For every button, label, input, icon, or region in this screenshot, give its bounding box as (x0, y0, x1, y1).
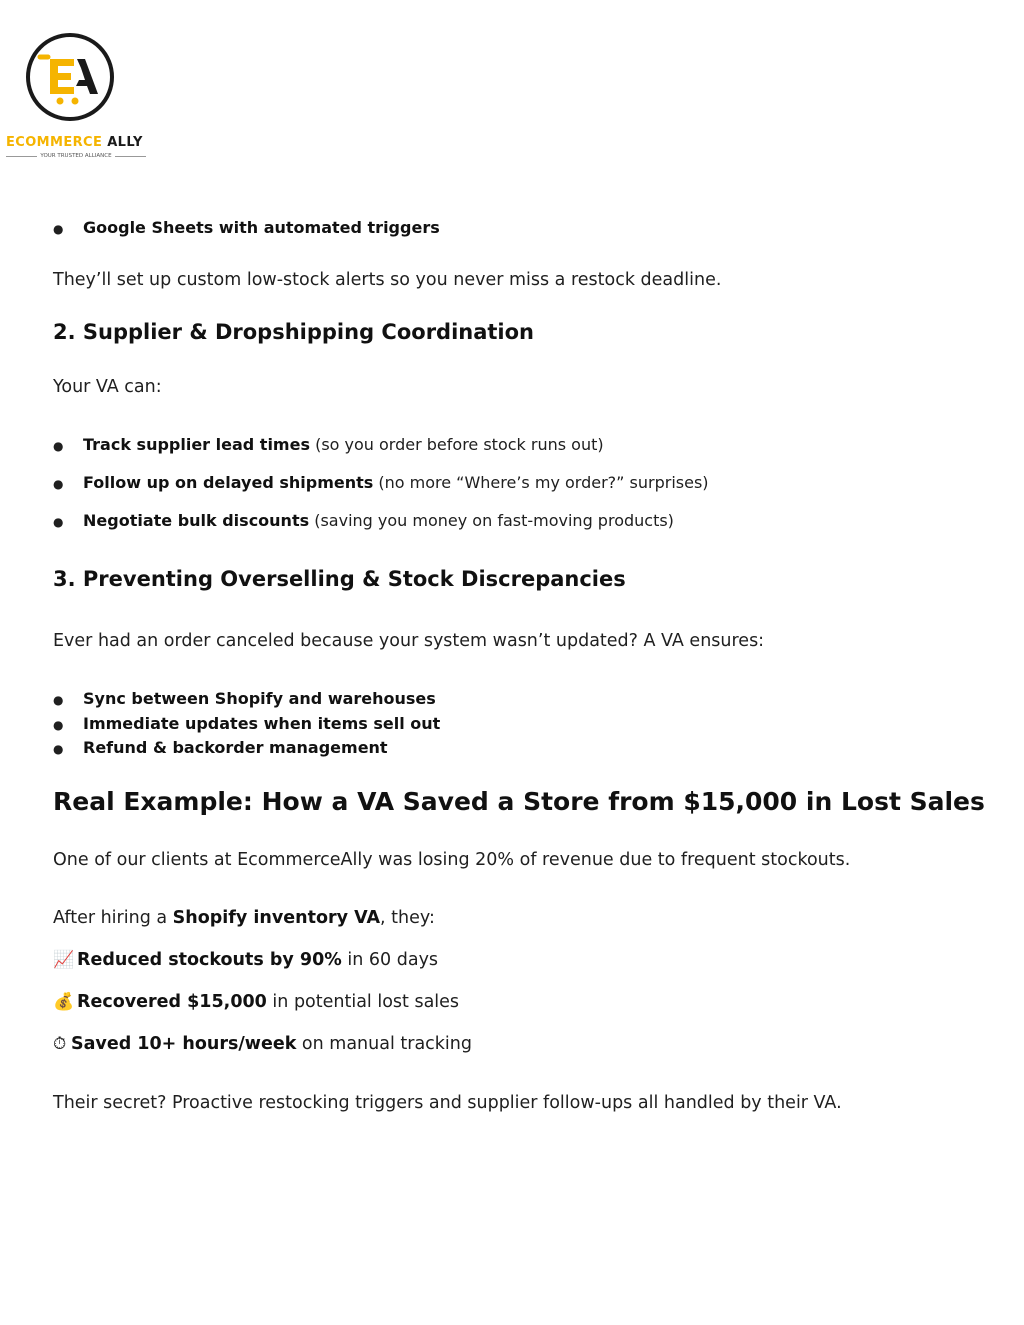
list-item: ● Immediate updates when items sell out (53, 714, 440, 733)
divider (115, 156, 146, 157)
logo-tagline: YOUR TRUSTED ALLIANCE (6, 153, 146, 159)
list-item: ● Refund & backorder management (53, 738, 388, 757)
page-title: Real Example: How a VA Saved a Store from $15,000 in Lost Sales (53, 787, 985, 816)
stopwatch-icon: ⏱ (53, 1034, 67, 1054)
result-item: ⏱ Saved 10+ hours/week on manual tracking (53, 1034, 472, 1054)
result-item: 📈 Reduced stockouts by 90% in 60 days (53, 950, 439, 970)
money-bag-icon: 💰 (53, 992, 75, 1012)
chart-increasing-icon: 📈 (53, 950, 75, 970)
paragraph: They’ll set up custom low-stock alerts so you never miss a restock deadline. (53, 270, 722, 290)
paragraph: Ever had an order canceled because your system wasn’t updated? A VA ensures: (53, 631, 765, 651)
paragraph: Your VA can: (53, 377, 162, 397)
list-item: ● Track supplier lead times (so you order before stock runs out) (53, 435, 604, 454)
divider (6, 156, 37, 157)
list-item: ● Follow up on delayed shipments (no more “Where’s my order?” surprises) (53, 473, 709, 492)
list-item: ● Sync between Shopify and warehouses (53, 689, 436, 708)
list-item: ● Google Sheets with automated triggers (53, 218, 440, 237)
section-heading: 2. Supplier & Dropshipping Coordination (53, 320, 535, 344)
list-item: ● Negotiate bulk discounts (saving you money on fast-moving products) (53, 511, 674, 530)
result-item: 💰 Recovered $15,000 in potential lost sales (53, 992, 460, 1012)
paragraph: One of our clients at EcommerceAlly was losing 20% of revenue due to frequent stockouts. (53, 850, 851, 870)
logo-circle (26, 33, 114, 121)
ecommerce-ally-logo (6, 33, 146, 165)
cart-ea-icon (30, 37, 110, 117)
paragraph: Their secret? Proactive restocking triggers and supplier follow-ups all handled by their VA. (53, 1093, 842, 1113)
paragraph: After hiring a Shopify inventory VA, they: (53, 908, 435, 928)
section-heading: 3. Preventing Overselling & Stock Discrepancies (53, 567, 626, 591)
logo-wordmark: ECOMMERCE ALLY (6, 135, 143, 150)
